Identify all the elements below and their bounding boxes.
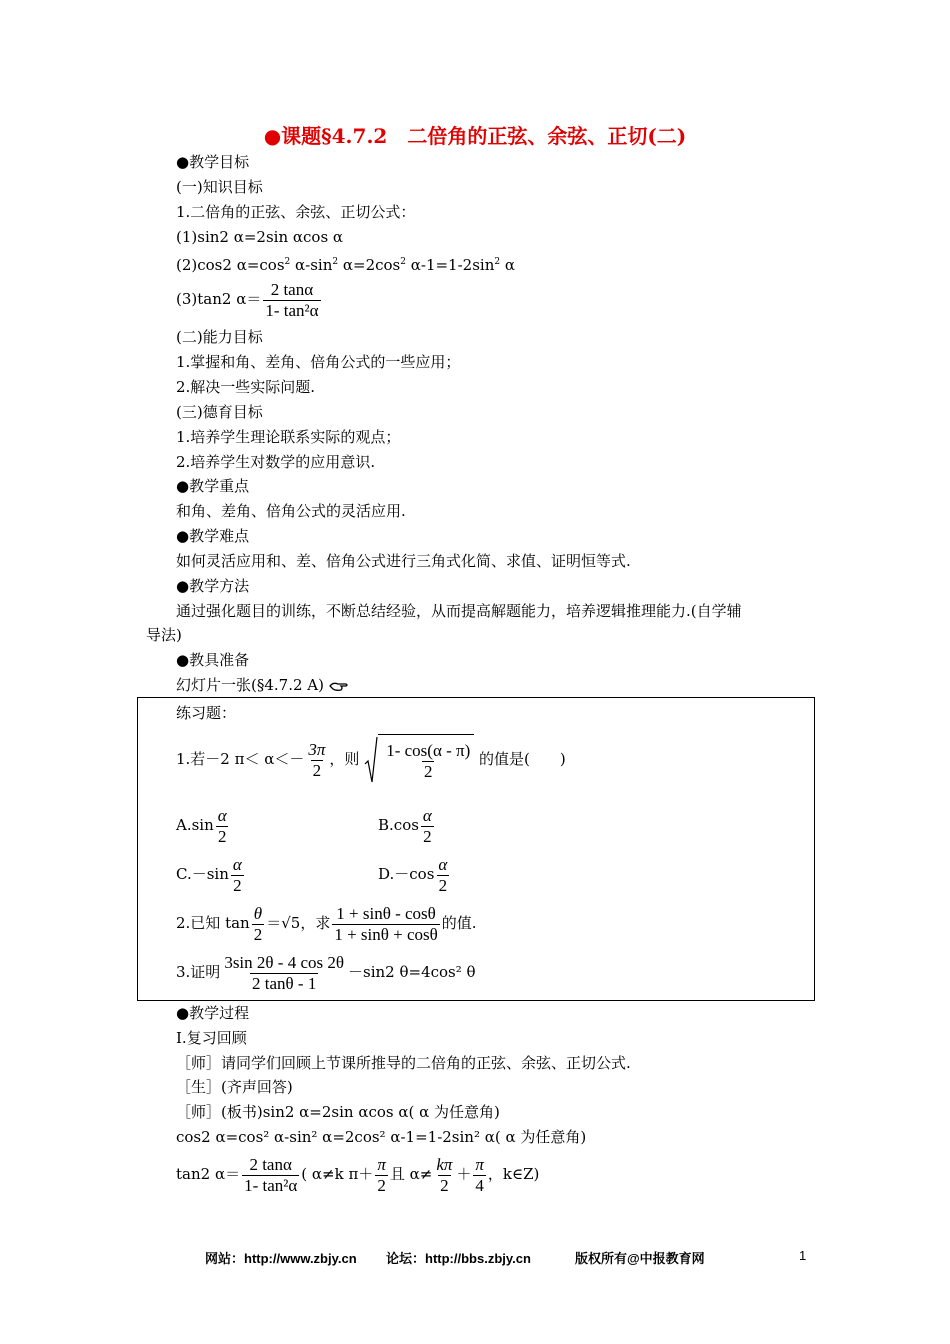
formula-sin: (1)sin2 α=2sin αcos α	[176, 228, 344, 246]
dialogue-line: ［师］(板书)sin2 α=2sin αcos α( α 为任意角)	[176, 1103, 500, 1121]
difficulty-text: 如何灵活应用和、差、倍角公式进行三角式化简、求值、证明恒等式.	[176, 552, 631, 570]
option-c: C.－sin $\frac{\alpha}{2}$	[176, 854, 242, 895]
moral-item: 2.培养学生对数学的应用意识.	[176, 453, 376, 471]
page-title: ●课题§4.7.2 二倍角的正弦、余弦、正切(二)	[263, 124, 687, 148]
difficulty-heading: ●教学难点	[176, 527, 250, 545]
footer-site-link[interactable]: 网站：http://www.zbjy.cn	[205, 1251, 357, 1266]
key-heading: ●教学重点	[176, 477, 250, 495]
dialogue-line: ［师］请同学们回顾上节课所推导的二倍角的正弦、余弦、正切公式.	[176, 1054, 631, 1072]
knowledge-item: 1.二倍角的正弦、余弦、正切公式：	[176, 203, 416, 221]
method-text: 通过强化题目的训练，不断总结经验，从而提高解题能力，培养逻辑推理能力.(自学辅	[176, 602, 742, 620]
footer-copyright: 版权所有@中报教育网	[575, 1251, 705, 1266]
option-b: B.cos $\frac{\alpha}{2}$	[378, 805, 432, 846]
dialogue-line: ［生］(齐声回答)	[176, 1078, 293, 1096]
pointing-hand-icon	[329, 680, 349, 692]
process-heading: ●教学过程	[176, 1004, 250, 1022]
formula-tan-line: tan2 α＝ $\frac{2 \tan\alpha}{\text{1- tan²α}}$ ( α≠k π＋ $\frac{\pi}{2}$ 且 α≠ $\frac{k\pi}{2}$ ＋ $\frac{\pi}{4}$ ，k∈Z)	[176, 1154, 540, 1195]
tools-heading: ●教具准备	[176, 651, 250, 669]
option-a: A.sin $\frac{\alpha}{2}$	[176, 805, 227, 846]
review-heading: Ⅰ.复习回顾	[176, 1029, 247, 1047]
formula-cos: (2)cos2 $\alpha=\cos^2$ $\alpha-\sin^2$ $\alpha=2\cos^2$ $\alpha-1=1-2\sin^2$ α	[176, 256, 516, 274]
footer-forum-link[interactable]: 论坛：http://bbs.zbjy.cn	[386, 1251, 531, 1266]
moral-heading: (三)德育目标	[176, 403, 263, 421]
question-3: 3.证明 $\frac{3\sin 2\theta - 4 \cos 2\theta}{2 \tan\theta - 1}$ －sin2 θ=4cos² θ	[176, 952, 476, 993]
goals-heading: ●教学目标	[176, 153, 250, 171]
ability-heading: (二)能力目标	[176, 328, 263, 346]
ability-item: 2.解决一些实际问题.	[176, 378, 316, 396]
formula-tan: (3)tan2 α＝ $\frac{2 \tan\alpha}{\text{1- tan²α}}$	[176, 279, 319, 320]
exercise-label: 练习题：	[176, 704, 237, 722]
page-number: 1	[799, 1248, 807, 1263]
knowledge-heading: (一)知识目标	[176, 178, 263, 196]
option-d: D.－cos $\frac{\alpha}{2}$	[378, 854, 448, 895]
moral-item: 1.培养学生理论联系实际的观点；	[176, 428, 401, 446]
formula-line: cos2 α=cos² α-sin² α=2cos² α-1=1-2sin² α( α 为任意角)	[176, 1128, 587, 1146]
question-2: 2.已知 tan $\frac{\theta}{2}$ ＝√5，求 $\frac{1 + \sin\theta - \cos\theta}{1 + \sin\theta + \cos\theta}$ 的值.	[176, 903, 477, 944]
key-text: 和角、差角、倍角公式的灵活应用.	[176, 502, 406, 520]
ability-item: 1.掌握和角、差角、倍角公式的一些应用；	[176, 353, 461, 371]
sqrt-expression: $\frac{1- \cos(\alpha - \pi)}{2}$	[364, 734, 474, 787]
method-heading: ●教学方法	[176, 577, 250, 595]
method-text-cont: 导法)	[146, 626, 182, 644]
tools-text: 幻灯片一张(§4.7.2 A)	[176, 676, 349, 694]
radical-sign	[364, 736, 378, 784]
question-1: 1.若－2 π＜ α＜－ $\frac{3\pi}{2}$ ，则 $\frac{1- \cos(\alpha - \pi)}{2}$ 的值是( )	[176, 733, 566, 785]
